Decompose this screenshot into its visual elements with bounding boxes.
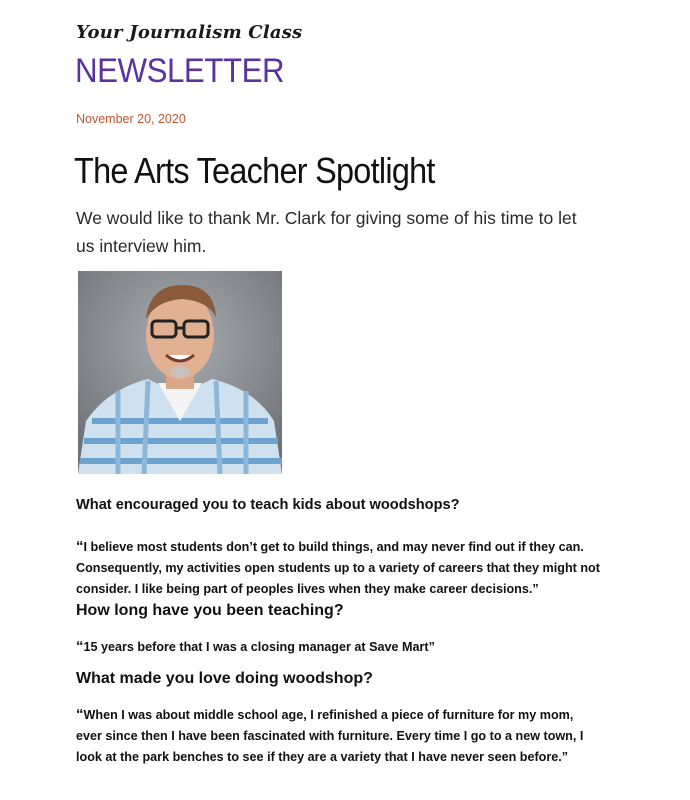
article-title: The Arts Teacher Spotlight — [74, 150, 435, 191]
answer-2-line-1: 15 years before that I was a closing manager at Save Mart” — [83, 640, 435, 654]
masthead-kicker: Your Journalism Class — [76, 22, 303, 43]
answer-2: “15 years before that I was a closing manager at Save Mart” — [76, 638, 435, 655]
answer-1-line-2: Consequently, my activities open students up to a variety of careers that they might not — [76, 561, 600, 575]
answer-3: “When I was about middle school age, I refinished a piece of furniture for my mom, ever since then I have been fascinated with furniture. Every time I go to a new town, I look at the park benches to see if they are a variety that I have never seen before.” — [76, 706, 584, 764]
answer-3-line-1: When I was about middle school age, I refinished a piece of furniture for my mom, — [83, 708, 574, 722]
masthead-title: NEWSLETTER — [75, 52, 285, 90]
question-1: What encouraged you to teach kids about woodshops? — [76, 497, 460, 513]
issue-date: November 20, 2020 — [76, 112, 186, 126]
answer-1: “I believe most students don’t get to build things, and may never find out if they can. Consequently, my activities open students up to a variety of careers that they might not consider. I like being part of peoples lives when they make career decisions.” — [76, 538, 600, 596]
answer-3-line-2: ever since then I have been fascinated with furniture. Every time I go to a new town, I — [76, 729, 584, 743]
answer-3-line-3: look at the park benches to see if they are a variety that I have never seen before.” — [76, 750, 569, 764]
answer-1-line-3: consider. I like being part of peoples lives when they make career decisions.” — [76, 582, 539, 596]
question-3: What made you love doing woodshop? — [76, 670, 373, 687]
question-2: How long have you been teaching? — [76, 602, 344, 619]
portrait-photo-icon — [78, 271, 282, 474]
article-intro: We would like to thank Mr. Clark for giving some of his time to let us interview him. — [76, 208, 577, 256]
answer-1-line-1: I believe most students don’t get to build things, and may never find out if they can. — [83, 540, 584, 554]
teacher-photo — [78, 271, 282, 474]
